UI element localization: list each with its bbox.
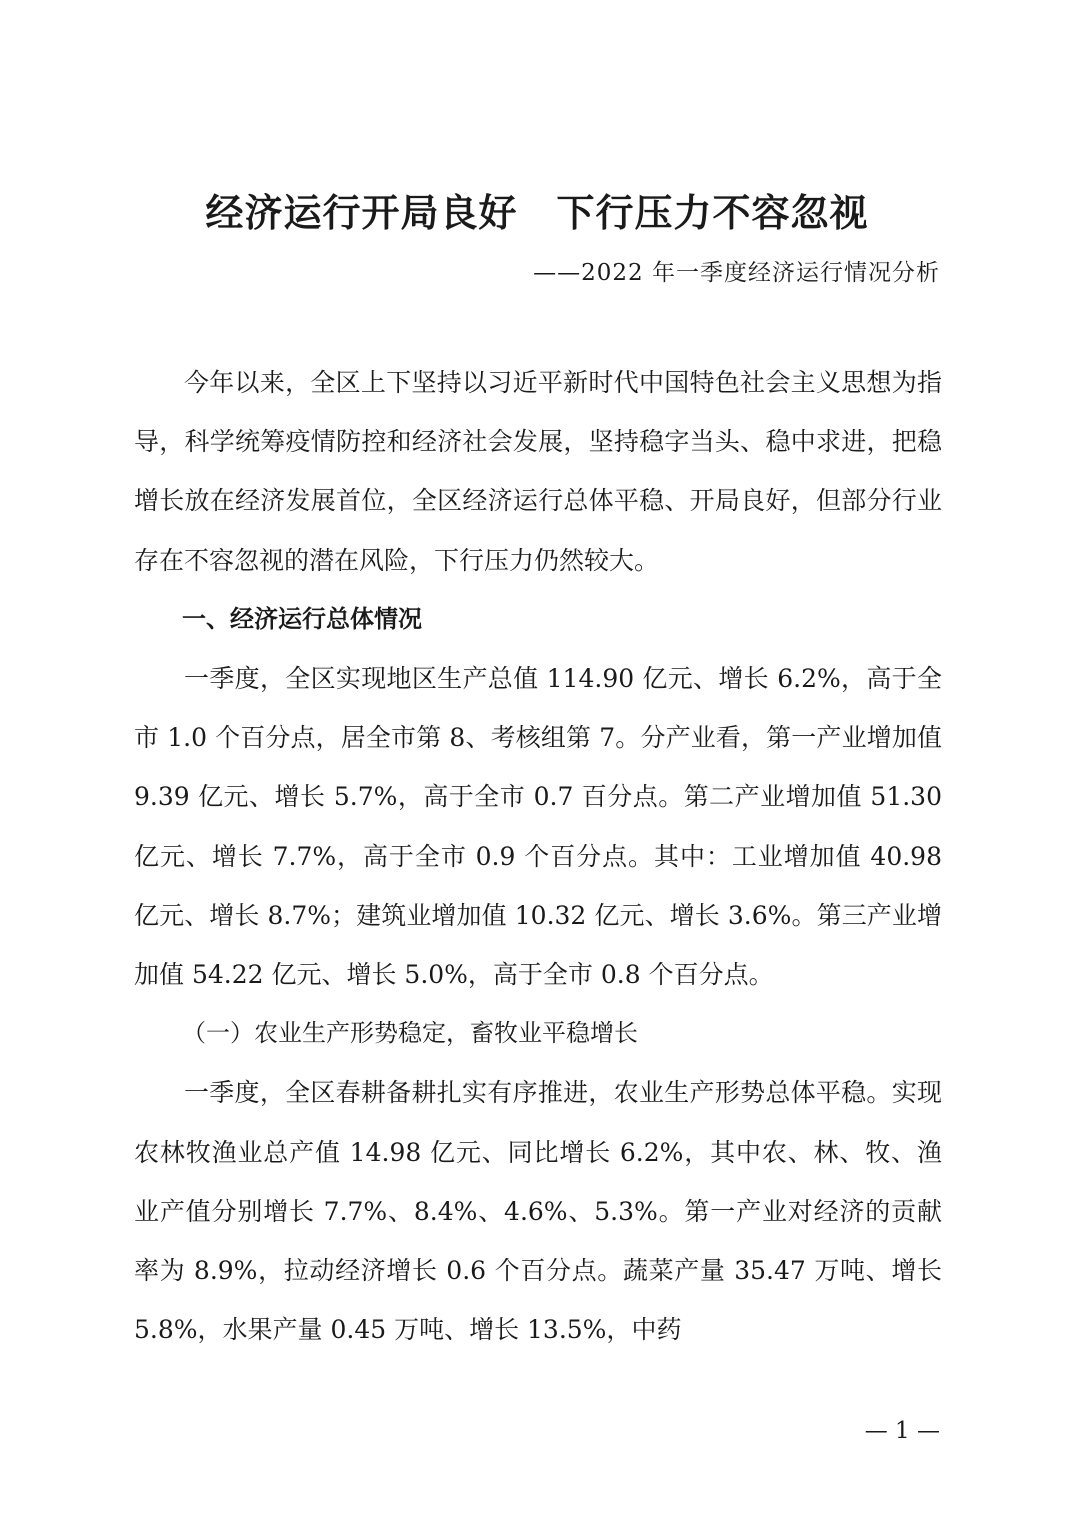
page-number: — 1 — [864, 1418, 940, 1444]
subsection-heading: （一）农业生产形势稳定，畜牧业平稳增长 [182, 1019, 638, 1048]
intro-paragraph: 今年以来，全区上下坚持以习近平新时代中国特色社会主义思想为指导，科学统筹疫情防控和经济社会发展，坚持稳字当头、稳中求进，把稳增长放在经济发展首位，全区经济运行总体平稳、开局良好，但部分行业存在不容忽视的潜在风险，下行压力仍然较大。 [134, 368, 942, 575]
document-subtitle: ——2022 年一季度经济运行情况分析 [533, 260, 940, 286]
document-title: 经济运行开局良好 下行压力不容忽视 [205, 191, 869, 235]
document-body [134, 353, 942, 1359]
subsection-paragraph: 一季度，全区春耕备耕扎实有序推进，农业生产形势总体平稳。实现农林牧渔业总产值 14.98 亿元、同比增长 6.2%，其中农、林、牧、渔业产值分别增长 7.7%、8.4%、4.6%、5.3%。第一产业对经济的贡献率为 8.9%，拉动经济增长 0.6 个百分点。蔬菜产量 35.47 万吨、增长 5.8%，水果产量 0.45 万吨、增长 13.5%，中药 [134, 1078, 942, 1345]
section-paragraph: 一季度，全区实现地区生产总值 114.90 亿元、增长 6.2%，高于全市 1.0 个百分点，居全市第 8、考核组第 7。分产业看，第一产业增加值 9.39 亿元、增长 5.7%，高于全市 0.7 百分点。第二产业增加值 51.30 亿元、增长 7.7%，高于全市 0.9 个百分点。其中：工业增加值 40.98 亿元、增长 8.7%；建筑业增加值 10.32 亿元、增长 3.6%。第三产业增加值 54.22 亿元、增长 5.0%，高于全市 0.8 个百分点。 [134, 664, 942, 990]
section-heading: 一、经济运行总体情况 [182, 604, 422, 633]
